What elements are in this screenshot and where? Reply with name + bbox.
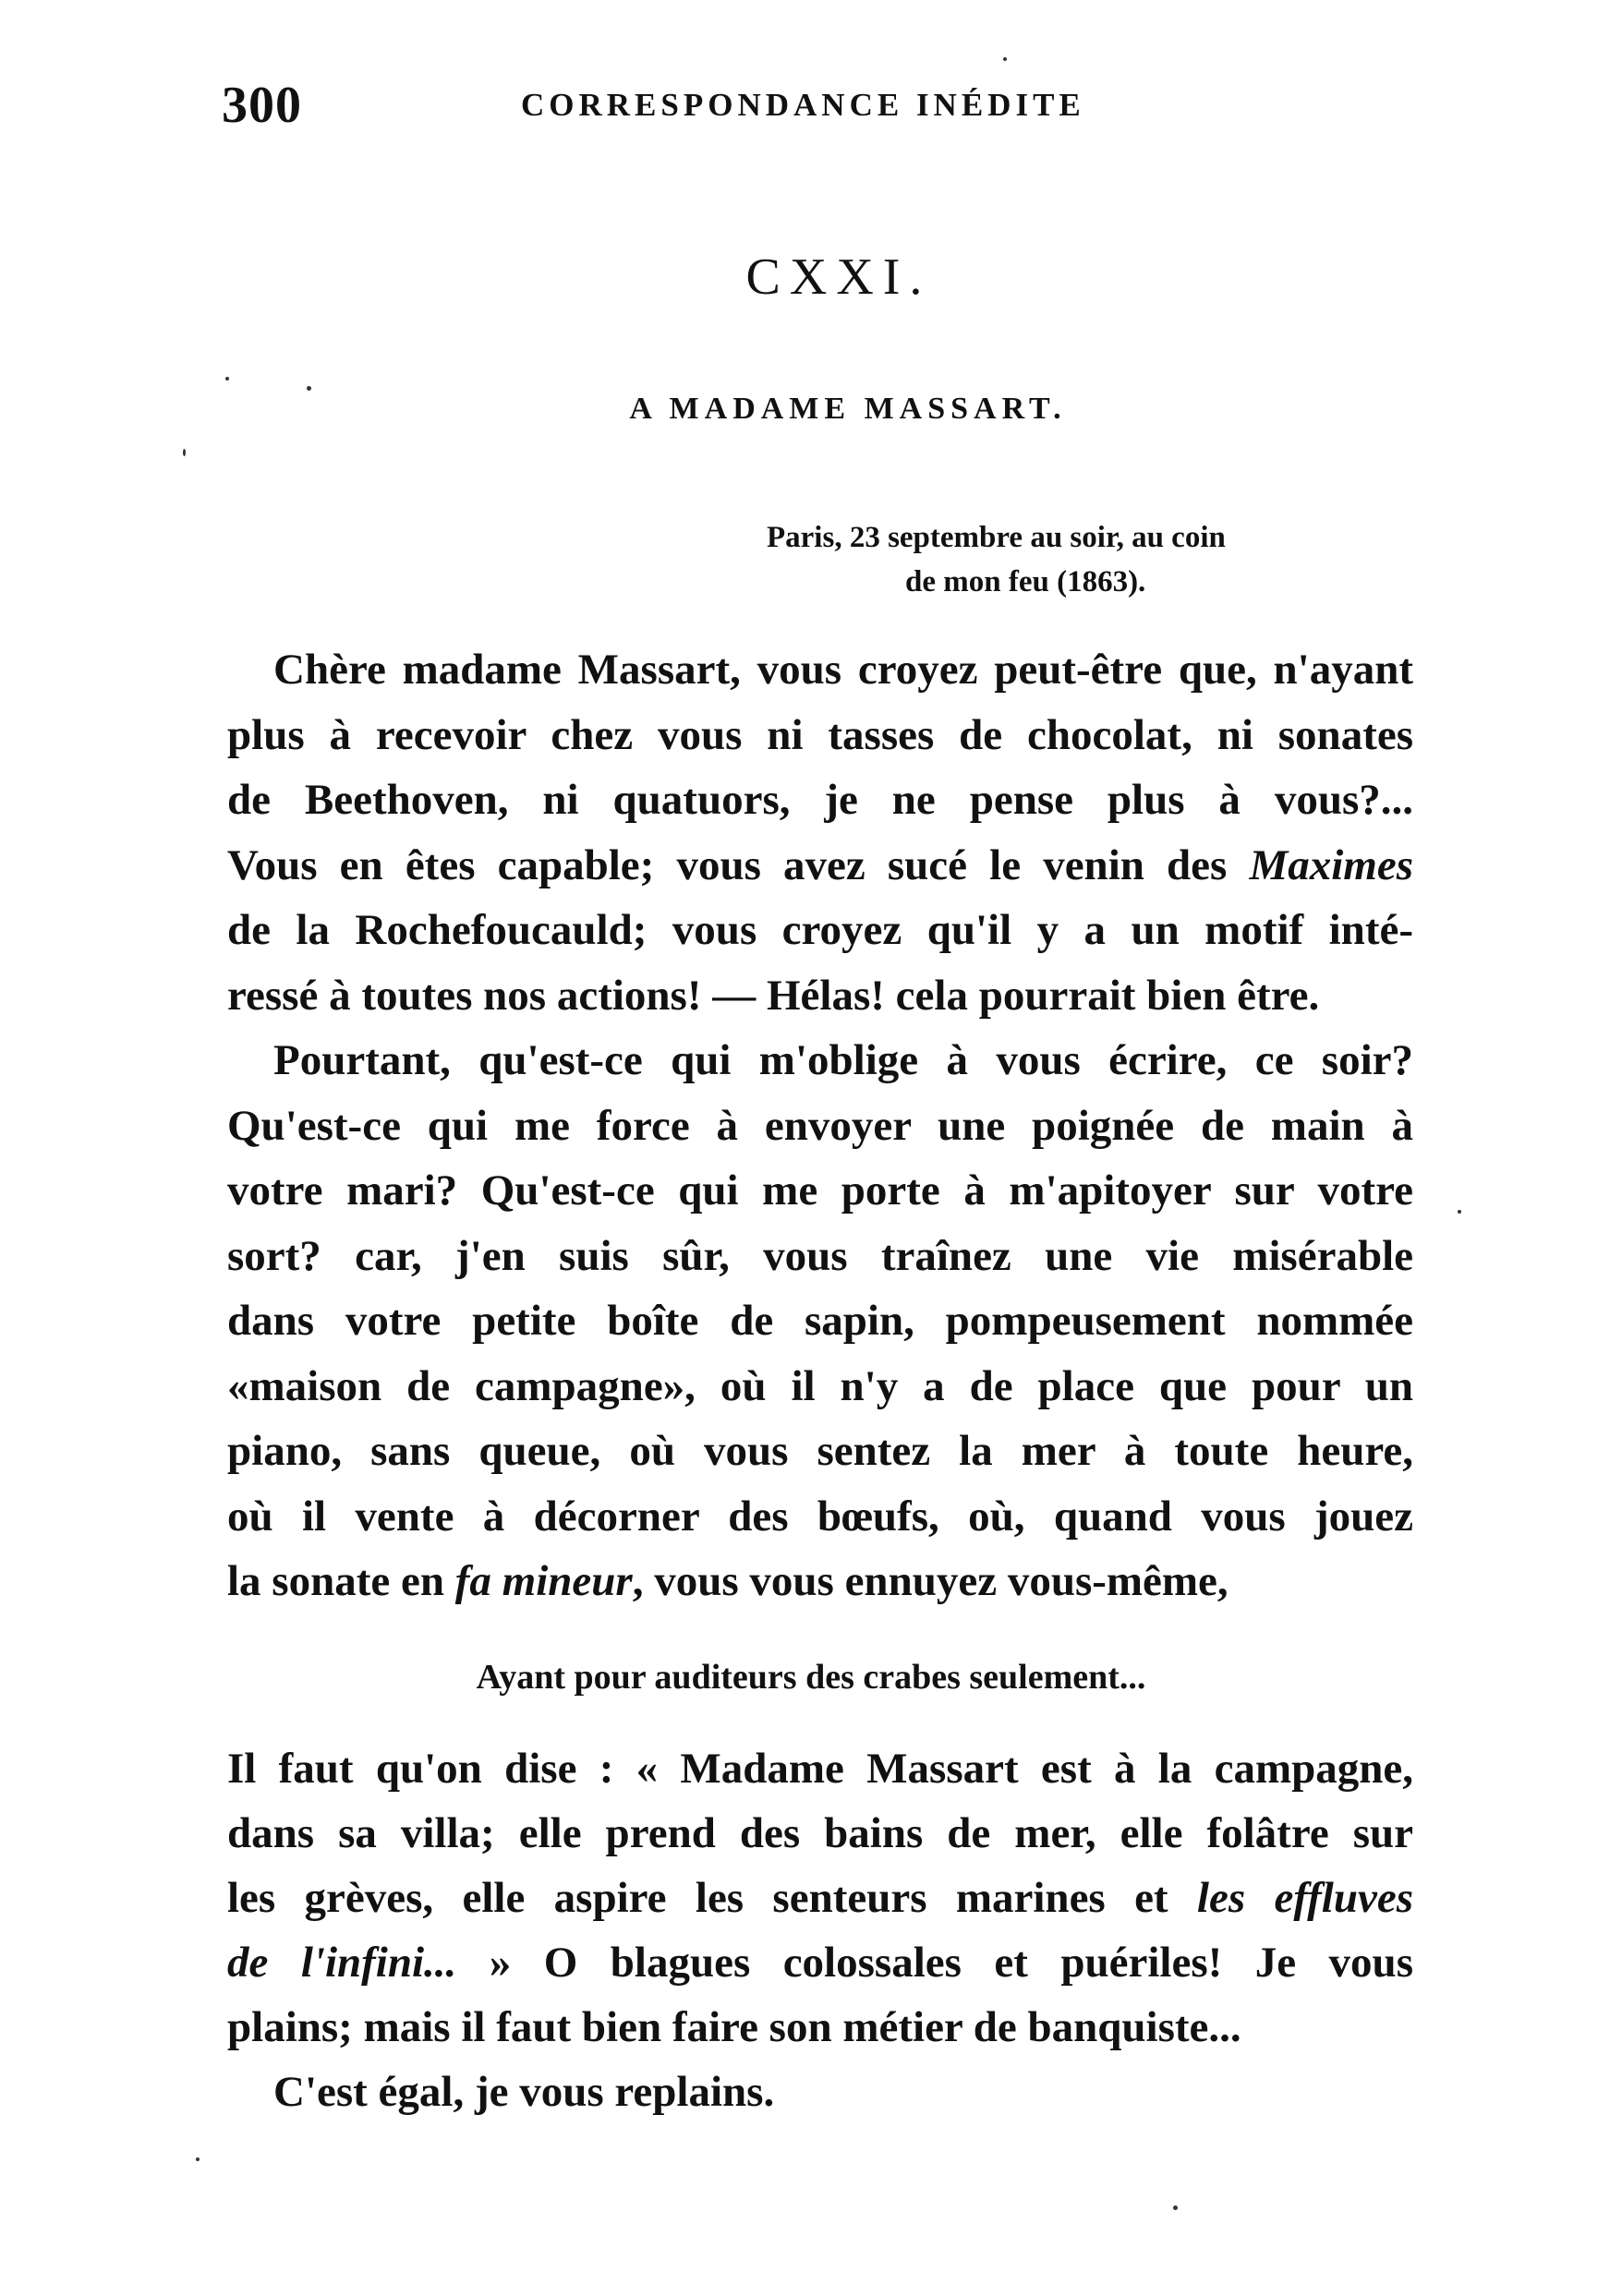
letter-body	[227, 637, 1413, 1614]
speck	[1458, 1210, 1461, 1214]
letter-number: CXXI.	[745, 248, 932, 306]
speck	[1003, 57, 1007, 61]
text-line: plains; mais il faut bien faire son métier de banquiste...	[227, 2003, 1241, 2051]
text-line: sort? car, j'en suis sûr, vous traînez une vie misérable	[227, 1231, 1413, 1280]
dateline-line-1: Paris, 23 septembre au soir, au coin	[767, 521, 1226, 554]
text-line-with-italic	[227, 833, 1413, 899]
text-line: Qu'est-ce qui me force à envoyer une poignée de main à	[227, 1101, 1413, 1150]
text-fragment: la sonate en	[227, 1557, 444, 1605]
italic-fa-mineur: fa mineur	[454, 1557, 633, 1605]
letter-dateline	[767, 515, 1413, 604]
text-fragment: Vous en êtes capable; vous avez sucé le venin des	[227, 840, 1228, 889]
quoted-verse: Ayant pour auditeurs des crabes seulement...	[476, 1658, 1146, 1697]
text-line: Pourtant, qu'est-ce qui m'oblige à vous écrire, ce soir?	[273, 1036, 1413, 1084]
letter-body-continued	[227, 1736, 1413, 2124]
text-line: «maison de campagne», où il n'y a de place que pour un	[227, 1361, 1413, 1410]
italic-effluves: les effluves	[1196, 1874, 1413, 1922]
text-line-with-italic	[227, 1866, 1413, 1930]
speck	[183, 449, 186, 456]
text-line: dans sa villa; elle prend des bains de mer, elle folâtre sur	[227, 1809, 1413, 1857]
running-title: CORRESPONDANCE INÉDITE	[521, 87, 1085, 123]
text-line: ressé à toutes nos actions! — Hélas! cela pourrait bien être.	[227, 971, 1320, 1020]
text-fragment: , vous vous ennuyez vous-même,	[632, 1557, 1229, 1605]
text-line: plus à recevoir chez vous ni tasses de chocolat, ni sonates	[227, 710, 1413, 759]
text-line: où il vente à décorner des bœufs, où, quand vous jouez	[227, 1492, 1413, 1541]
italic-maximes: Maximes	[1249, 840, 1413, 889]
text-fragment: les grèves, elle aspire les senteurs marines et	[227, 1874, 1168, 1922]
text-line: votre mari? Qu'est-ce qui me porte à m'apitoyer sur votre	[227, 1166, 1413, 1214]
text-line: piano, sans queue, où vous sentez la mer à toute heure,	[227, 1427, 1413, 1475]
italic-infini: de l'infini...	[227, 1939, 457, 1987]
dateline-line-2: de mon feu (1863).	[905, 565, 1146, 598]
speck	[196, 2157, 200, 2161]
text-line-with-italic	[227, 1549, 1413, 1614]
text-line: de Beethoven, ni quatuors, je ne pense plus à vous?...	[227, 776, 1413, 824]
text-line: Il faut qu'on dise : « Madame Massart est à la campagne,	[227, 1745, 1413, 1793]
text-line: de la Rochefoucauld; vous croyez qu'il y a un motif inté-	[227, 906, 1413, 954]
text-line: dans votre petite boîte de sapin, pompeusement nommée	[227, 1297, 1413, 1345]
speck	[1173, 2205, 1178, 2210]
speck	[307, 386, 311, 391]
speck	[225, 377, 229, 381]
page-header	[222, 76, 1404, 134]
letter-addressee: A MADAME MASSART.	[629, 392, 1067, 426]
closing-line: C'est égal, je vous replains.	[273, 2068, 775, 2116]
text-fragment: » O blagues colossales et puériles! Je vous	[456, 1939, 1413, 1987]
text-line: Chère madame Massart, vous croyez peut-être que, n'ayant	[273, 646, 1413, 694]
text-line-with-italic	[227, 1930, 1413, 1995]
page-number: 300	[222, 77, 302, 134]
